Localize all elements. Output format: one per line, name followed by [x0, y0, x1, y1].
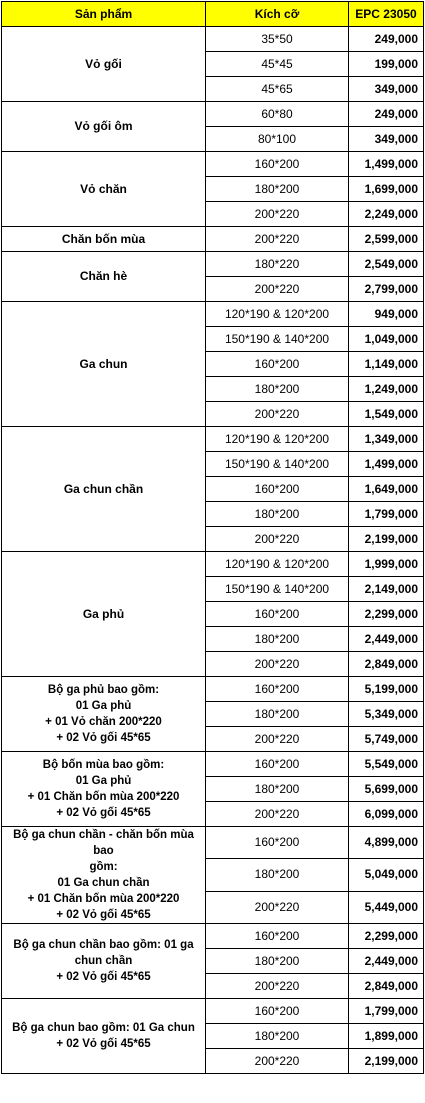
size-cell: 200*220 — [206, 527, 349, 552]
table-row — [2, 227, 424, 252]
size-cell: 120*190 & 120*200 — [206, 427, 349, 452]
header-row — [2, 2, 424, 27]
size-cell: 180*200 — [206, 1024, 349, 1049]
price-cell: 5,749,000 — [349, 727, 424, 752]
size-cell: 160*200 — [206, 477, 349, 502]
price-cell: 2,849,000 — [349, 974, 424, 999]
size-cell: 35*50 — [206, 27, 349, 52]
size-cell: 120*190 & 120*200 — [206, 552, 349, 577]
price-cell: 1,499,000 — [349, 452, 424, 477]
size-cell: 200*220 — [206, 1049, 349, 1074]
size-cell: 160*200 — [206, 602, 349, 627]
price-cell: 1,649,000 — [349, 477, 424, 502]
size-cell: 150*190 & 140*200 — [206, 577, 349, 602]
price-cell: 1,699,000 — [349, 177, 424, 202]
size-cell: 180*200 — [206, 777, 349, 802]
price-cell: 5,449,000 — [349, 891, 424, 923]
size-cell: 160*200 — [206, 152, 349, 177]
size-cell: 200*220 — [206, 802, 349, 827]
table-row — [2, 999, 424, 1024]
price-cell: 2,549,000 — [349, 252, 424, 277]
price-cell: 5,699,000 — [349, 777, 424, 802]
table-row — [2, 102, 424, 127]
price-cell: 2,249,000 — [349, 202, 424, 227]
product-name-cell: Bộ ga chun chần - chăn bốn mùa bao gồm: 01 Ga chun chần + 01 Chăn bốn mùa 200*220 + 02 Vỏ gối 45*65 — [2, 827, 206, 924]
price-cell: 2,449,000 — [349, 949, 424, 974]
price-cell: 949,000 — [349, 302, 424, 327]
size-cell: 120*190 & 120*200 — [206, 302, 349, 327]
product-name-cell: Bộ bốn mùa bao gồm: 01 Ga phủ + 01 Chăn bốn mùa 200*220 + 02 Vỏ gối 45*65 — [2, 752, 206, 827]
product-name-cell: Chăn bốn mùa — [2, 227, 206, 252]
size-cell: 160*200 — [206, 752, 349, 777]
size-cell: 200*220 — [206, 277, 349, 302]
size-cell: 180*200 — [206, 377, 349, 402]
product-name-cell: Vỏ gối ôm — [2, 102, 206, 152]
price-cell: 2,199,000 — [349, 527, 424, 552]
price-cell: 349,000 — [349, 77, 424, 102]
product-name-cell: Ga chun — [2, 302, 206, 427]
table-row — [2, 152, 424, 177]
product-name-cell: Bộ ga chun bao gồm: 01 Ga chun + 02 Vỏ gối 45*65 — [2, 999, 206, 1074]
price-cell: 1,049,000 — [349, 327, 424, 352]
product-name-cell: Vỏ gối — [2, 27, 206, 102]
price-cell: 199,000 — [349, 52, 424, 77]
price-cell: 1,799,000 — [349, 502, 424, 527]
size-cell: 160*200 — [206, 924, 349, 949]
header-product: Sản phẩm — [2, 2, 206, 27]
price-cell: 1,549,000 — [349, 402, 424, 427]
price-cell: 2,299,000 — [349, 602, 424, 627]
price-cell: 2,849,000 — [349, 652, 424, 677]
price-cell: 249,000 — [349, 27, 424, 52]
header-price: EPC 23050 — [349, 2, 424, 27]
size-cell: 160*200 — [206, 352, 349, 377]
size-cell: 180*200 — [206, 502, 349, 527]
size-cell: 150*190 & 140*200 — [206, 452, 349, 477]
size-cell: 45*45 — [206, 52, 349, 77]
price-cell: 2,199,000 — [349, 1049, 424, 1074]
product-name-cell: Chăn hè — [2, 252, 206, 302]
price-table — [1, 1, 424, 1074]
size-cell: 200*220 — [206, 402, 349, 427]
price-cell: 1,999,000 — [349, 552, 424, 577]
size-cell: 160*200 — [206, 677, 349, 702]
size-cell: 80*100 — [206, 127, 349, 152]
size-cell: 200*220 — [206, 652, 349, 677]
price-cell: 4,899,000 — [349, 827, 424, 859]
table-row — [2, 27, 424, 52]
size-cell: 180*200 — [206, 949, 349, 974]
price-cell: 2,599,000 — [349, 227, 424, 252]
price-cell: 5,049,000 — [349, 859, 424, 891]
price-cell: 1,349,000 — [349, 427, 424, 452]
price-cell: 1,899,000 — [349, 1024, 424, 1049]
table-row — [2, 252, 424, 277]
product-name-cell: Vỏ chăn — [2, 152, 206, 227]
size-cell: 160*200 — [206, 827, 349, 859]
size-cell: 180*200 — [206, 859, 349, 891]
size-cell: 180*200 — [206, 702, 349, 727]
header-size: Kích cỡ — [206, 2, 349, 27]
size-cell: 200*220 — [206, 227, 349, 252]
table-row — [2, 427, 424, 452]
product-name-cell: Bộ ga chun chần bao gồm: 01 ga chun chần + 02 Vỏ gối 45*65 — [2, 924, 206, 999]
size-cell: 200*220 — [206, 974, 349, 999]
table-body — [2, 27, 424, 1074]
product-name-cell: Ga chun chần — [2, 427, 206, 552]
price-cell: 6,099,000 — [349, 802, 424, 827]
price-cell: 2,449,000 — [349, 627, 424, 652]
size-cell: 200*220 — [206, 891, 349, 923]
size-cell: 160*200 — [206, 999, 349, 1024]
size-cell: 45*65 — [206, 77, 349, 102]
price-cell: 1,799,000 — [349, 999, 424, 1024]
table-row — [2, 827, 424, 859]
price-cell: 1,249,000 — [349, 377, 424, 402]
price-cell: 2,799,000 — [349, 277, 424, 302]
price-cell: 1,149,000 — [349, 352, 424, 377]
price-cell: 2,149,000 — [349, 577, 424, 602]
price-cell: 5,349,000 — [349, 702, 424, 727]
price-cell: 5,549,000 — [349, 752, 424, 777]
table-row — [2, 924, 424, 949]
price-cell: 1,499,000 — [349, 152, 424, 177]
table-row — [2, 752, 424, 777]
size-cell: 180*220 — [206, 252, 349, 277]
table-row — [2, 552, 424, 577]
price-cell: 349,000 — [349, 127, 424, 152]
price-cell: 249,000 — [349, 102, 424, 127]
price-cell: 2,299,000 — [349, 924, 424, 949]
table-row — [2, 677, 424, 702]
product-name-cell: Ga phủ — [2, 552, 206, 677]
product-name-cell: Bộ ga phủ bao gồm: 01 Ga phủ + 01 Vỏ chăn 200*220 + 02 Vỏ gối 45*65 — [2, 677, 206, 752]
size-cell: 200*220 — [206, 727, 349, 752]
size-cell: 60*80 — [206, 102, 349, 127]
size-cell: 150*190 & 140*200 — [206, 327, 349, 352]
size-cell: 180*200 — [206, 177, 349, 202]
table-row — [2, 302, 424, 327]
price-cell: 5,199,000 — [349, 677, 424, 702]
size-cell: 180*200 — [206, 627, 349, 652]
size-cell: 200*220 — [206, 202, 349, 227]
